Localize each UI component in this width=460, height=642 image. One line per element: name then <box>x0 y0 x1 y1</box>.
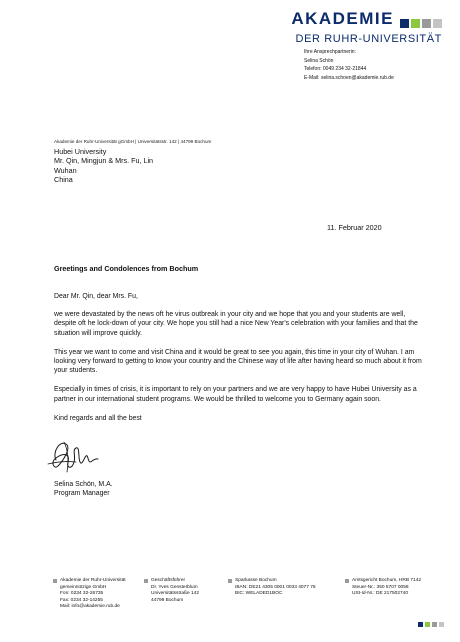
signer-block <box>54 480 113 499</box>
footer-line: Dr. Yves Gensterblum <box>151 584 198 590</box>
recipient-line: Wuhan <box>54 165 77 175</box>
footer-line: Steuer-Nr.: 350 5707 0058 <box>352 584 409 590</box>
footer-company <box>60 578 126 611</box>
akademie-logo <box>291 10 442 45</box>
letter-date: 11. Februar 2020 <box>327 223 382 232</box>
salutation: Dear Mr. Qin, dear Mrs. Fu, <box>54 293 138 300</box>
footer-line: gemeinnützige GmbH <box>60 584 107 590</box>
footer-bullet-icon <box>345 579 349 583</box>
contact-name: Selina Schön <box>304 57 334 64</box>
return-address: Akademie der Ruhr-Universität gGmbH | Universitätsstr. 142 | 44799 Bochum <box>54 139 212 144</box>
footer-line: Akademie der Ruhr-Universität <box>60 578 126 583</box>
footer-line: Mail: info@akademie.rub.de <box>60 604 120 609</box>
signer-name: Selina Schön, M.A. <box>54 481 113 488</box>
body-paragraph: we were devastated by the news oft he virus outbreak in your city and we hope that you and your students are well, despite oft he lock-down of your city. We hope you still had a nice New Year's celebration with your families and that the situation will improve quickly. <box>54 311 418 337</box>
letter-subject: Greetings and Condolences from Bochum <box>54 264 199 273</box>
logo-title: AKADEMIE <box>291 9 394 28</box>
footer-line: 44799 Bochum <box>151 597 184 603</box>
handwritten-signature <box>42 432 104 476</box>
footer-line: BIC: WELADED1BOC <box>235 591 283 596</box>
footer-line: Geschäftsführer <box>151 578 186 583</box>
footer-registry <box>352 578 421 598</box>
footer-line: Amtsgericht Bochum, HRB 7142 <box>352 578 422 583</box>
footer-line: Sparkasse Bochum <box>235 578 277 583</box>
recipient-line: Mr. Qin, Mingjun & Mrs. Fu, Lin <box>54 156 154 166</box>
letter-body <box>54 292 422 433</box>
footer-bank <box>235 578 316 598</box>
body-paragraph: This year we want to come and visit China and it would be great to see you again, this time in your city of Wuhan. I am looking very forward to getting to know your country and the Chinese way of life after having heard so much about it from your students. <box>54 348 422 375</box>
closing: Kind regards and all the best <box>54 414 142 422</box>
footer-bullet-icon <box>53 579 57 583</box>
contact-phone: Telefon: 0049 234 32-21844 <box>304 66 367 72</box>
footer-line: Fon: 0234 32-26735 <box>60 591 104 596</box>
logo-subtitle: DER RUHR-UNIVERSITÄT <box>295 33 442 45</box>
contact-block <box>304 48 394 82</box>
footer-line: IBAN: DE21 4305 0001 0033 4077 76 <box>235 584 316 590</box>
recipient-address <box>54 147 153 184</box>
recipient-line: Hubei University <box>54 147 107 156</box>
footer-line: Universitätsstraße 142 <box>151 591 199 596</box>
footer-bullet-icon <box>144 579 148 583</box>
footer-line: Fax: 0234 32-14255 <box>60 597 103 603</box>
contact-heading: Ihre Ansprechpartnerin: <box>304 49 356 55</box>
footer-line: USt-Id-Nr.: DE 217502740 <box>352 591 408 596</box>
body-paragraph: Especially in times of crisis, it is important to rely on your partners and we are very happy to have Hubei University as a partner in our international student programs. We would be thrilled to welcome you to Germany again soon. <box>54 386 417 403</box>
footer-management <box>151 578 199 604</box>
logo-squares-icon <box>398 14 442 32</box>
footer-logo-squares-icon <box>416 614 444 632</box>
contact-email: E-Mail: selina.schoen@akademie.rub.de <box>304 74 394 81</box>
signer-title: Program Manager <box>54 490 110 498</box>
recipient-line: China <box>54 174 73 184</box>
footer-bullet-icon <box>228 579 232 583</box>
